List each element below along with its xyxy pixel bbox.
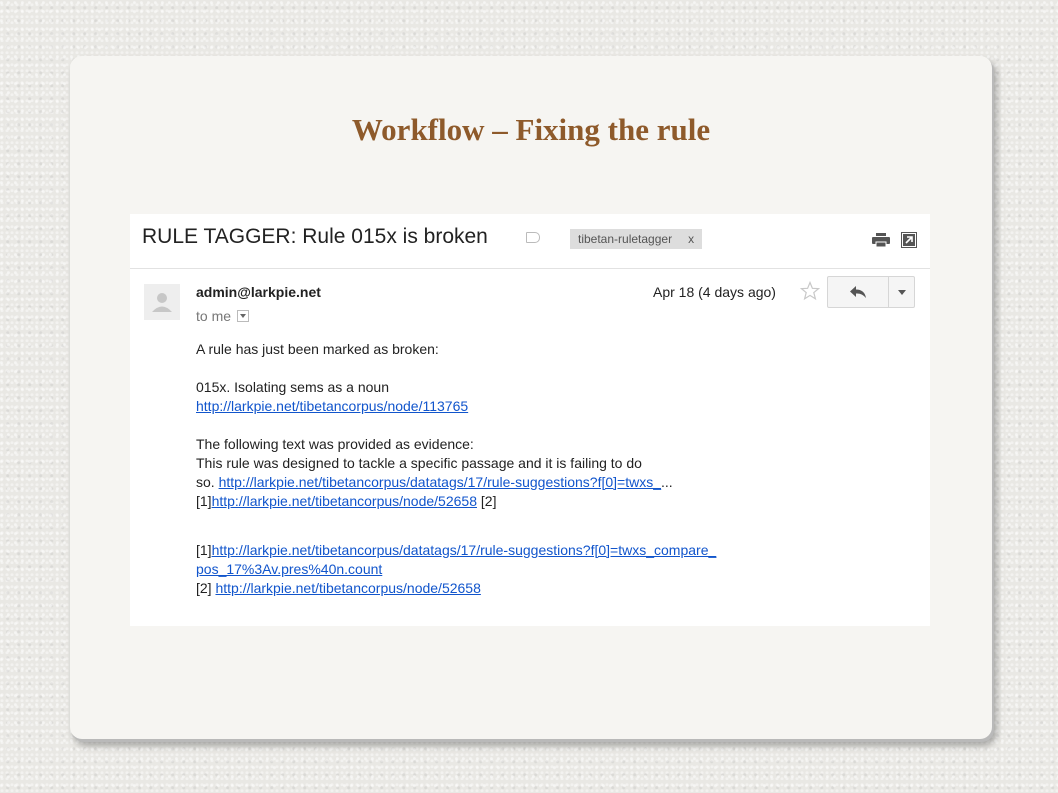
- suggestions-link[interactable]: http://larkpie.net/tibetancorpus/datatags/17/rule-suggestions?f[0]=twxs_: [218, 474, 662, 490]
- print-icon[interactable]: [872, 233, 890, 252]
- recipient-text: to me: [196, 308, 232, 324]
- label-chip-text: tibetan-ruletagger: [578, 232, 673, 246]
- reply-button-group: [827, 276, 915, 308]
- reply-icon[interactable]: [828, 277, 889, 307]
- new-window-icon[interactable]: [901, 232, 917, 253]
- email-screenshot: [130, 214, 930, 626]
- recipient-row: [196, 308, 249, 324]
- star-icon[interactable]: [800, 281, 820, 306]
- body-text: ...: [661, 474, 673, 490]
- label-icon[interactable]: [526, 232, 540, 243]
- node-link[interactable]: http://larkpie.net/tibetancorpus/node/52658: [211, 493, 477, 509]
- email-date: Apr 18 (4 days ago): [653, 284, 776, 300]
- rule-link[interactable]: http://larkpie.net/tibetancorpus/node/113765: [196, 398, 469, 414]
- footnote-link-1[interactable]: http://larkpie.net/tibetancorpus/datatags/17/rule-suggestions?f[0]=twxs_compare_: [211, 542, 717, 558]
- footnote-link-2[interactable]: http://larkpie.net/tibetancorpus/node/52658: [215, 580, 481, 596]
- details-caret-icon[interactable]: [237, 310, 249, 322]
- footnote-marker: [2]: [196, 580, 216, 596]
- more-options-icon[interactable]: [889, 277, 914, 307]
- label-chip[interactable]: [570, 229, 702, 249]
- footnote-marker: [1]: [196, 542, 212, 558]
- body-line: A rule has just been marked as broken:: [196, 341, 439, 357]
- email-body: [196, 340, 856, 598]
- slide-title: Workflow – Fixing the rule: [351, 112, 711, 147]
- avatar-icon: [144, 284, 180, 320]
- remove-label-button[interactable]: x: [688, 232, 695, 246]
- footnote-link-1-cont[interactable]: pos_17%3Av.pres%40n.count: [196, 561, 383, 577]
- ref-marker: [1]: [196, 493, 212, 509]
- body-text: so.: [196, 474, 219, 490]
- subject-row: [130, 214, 930, 269]
- body-line: This rule was designed to tackle a specific passage and it is failing to do: [196, 455, 642, 471]
- sender-address[interactable]: admin@larkpie.net: [196, 284, 321, 300]
- ref-marker: [2]: [477, 493, 497, 509]
- slide: [70, 56, 992, 739]
- email-subject: RULE TAGGER: Rule 015x is broken: [142, 225, 488, 248]
- body-line: 015x. Isolating sems as a noun: [196, 379, 390, 395]
- body-line: The following text was provided as evidence:: [196, 436, 474, 452]
